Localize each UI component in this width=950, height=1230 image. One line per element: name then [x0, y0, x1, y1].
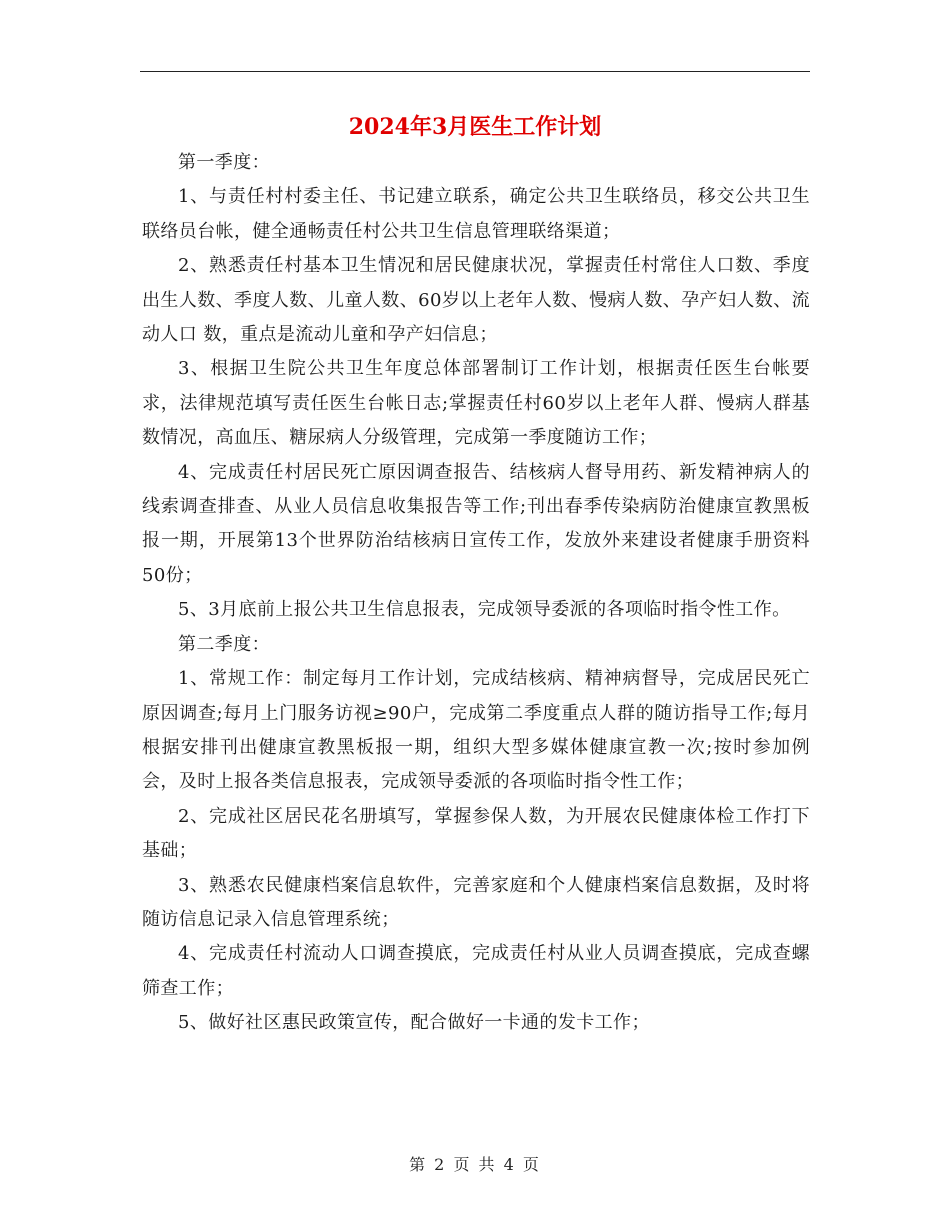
paragraph: 3、熟悉农民健康档案信息软件，完善家庭和个人健康档案信息数据，及时将随访信息记录入信息管理系统； — [142, 874, 810, 930]
paragraph: 3、根据卫生院公共卫生年度总体部署制订工作计划，根据责任医生台帐要求，法律规范填写责任医生台帐日志;掌握责任村60岁以上老年人群、慢病人群基数情况，高血压、糖尿病人分级管理，完成第一季度随访工作； — [142, 358, 810, 449]
paragraph: 1、与责任村村委主任、书记建立联系，确定公共卫生联络员，移交公共卫生联络员台帐，健全通畅责任村公共卫生信息管理联络渠道； — [142, 186, 810, 242]
document-title: 2024年3月医生工作计划 — [348, 114, 602, 140]
paragraph: 2、完成社区居民花名册填写，掌握参保人数，为开展农民健康体检工作打下基础； — [142, 805, 810, 862]
paragraph: 1、常规工作：制定每月工作计划，完成结核病、精神病督导，完成居民死亡原因调查;每月上门服务访视≥90户，完成第二季度重点人群的随访指导工作;每月根据安排刊出健康宣教黑板报一期，组织大型多媒体健康宣教一次;按时参加例会，及时上报各类信息报表，完成领导委派的各项临时指令性工作； — [142, 668, 810, 793]
document-body — [142, 146, 810, 1041]
section-heading-q2: 第二季度： — [178, 633, 270, 655]
section-heading-q1: 第一季度： — [178, 152, 270, 173]
paragraph: 2、熟悉责任村基本卫生情况和居民健康状况，掌握责任村常住人口数、季度出生人数、季度人数、儿童人数、60岁以上老年人数、慢病人数、孕产妇人数、流动人口 数，重点是流动儿童和孕产妇信息； — [142, 255, 810, 346]
paragraph: 5、3月底前上报公共卫生信息报表，完成领导委派的各项临时指令性工作。 — [178, 599, 791, 621]
paragraph: 5、做好社区惠民政策宣传，配合做好一卡通的发卡工作； — [178, 1012, 650, 1034]
paragraph: 4、完成责任村居民死亡原因调查报告、结核病人督导用药、新发精神病人的线索调查排查、从业人员信息收集报告等工作;刊出春季传染病防治健康宣教黑板报一期，开展第13个世界防治结核病日宣传工作，发放外来建设者健康手册资料50份； — [142, 461, 810, 586]
header-rule — [140, 71, 810, 72]
paragraph: 4、完成责任村流动人口调查摸底，完成责任村从业人员调查摸底，完成查螺筛查工作； — [142, 943, 810, 999]
page-number: 第 2 页 共 4 页 — [409, 1155, 541, 1174]
